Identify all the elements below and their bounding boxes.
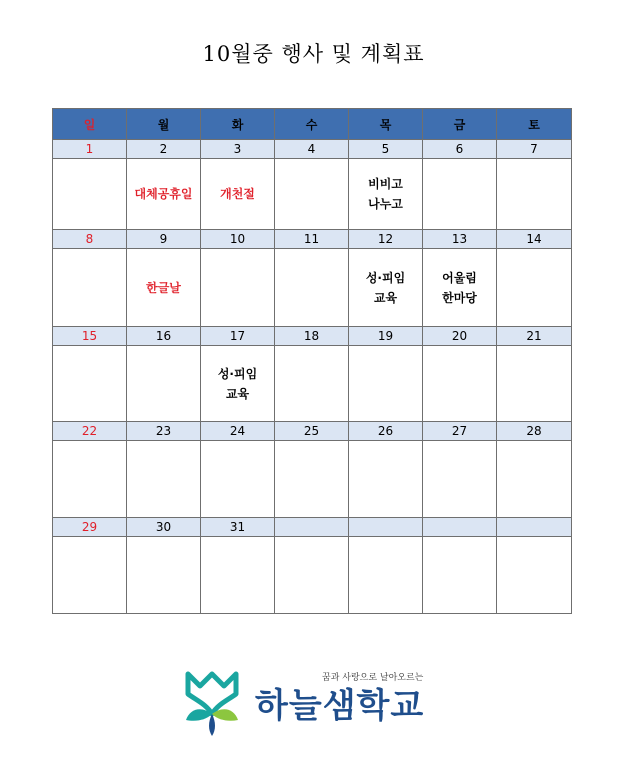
event-cell [53, 441, 127, 518]
event-cell: 성·피임 교육 [349, 249, 423, 327]
weekday-fri: 금 [423, 109, 497, 140]
weekday-thu: 목 [349, 109, 423, 140]
date-cell: 21 [497, 327, 572, 346]
logo-slogan: 꿈과 사랑으로 날아오르는 [322, 673, 424, 683]
title-month: 10 [202, 42, 232, 66]
date-cell: 2 [127, 140, 201, 159]
date-cell: 25 [275, 422, 349, 441]
date-cell: 4 [275, 140, 349, 159]
event-cell: 대체공휴일 [127, 159, 201, 230]
date-cell: 28 [497, 422, 572, 441]
event-cell: 어울림 한마당 [423, 249, 497, 327]
event-cell [127, 537, 201, 614]
event-cell [423, 441, 497, 518]
date-cell: 31 [201, 518, 275, 537]
date-row [53, 518, 572, 537]
date-cell: 10 [201, 230, 275, 249]
date-row [53, 230, 572, 249]
date-row [53, 140, 572, 159]
date-cell: 11 [275, 230, 349, 249]
date-cell: 8 [53, 230, 127, 249]
event-cell [201, 537, 275, 614]
date-cell: 30 [127, 518, 201, 537]
date-cell: 9 [127, 230, 201, 249]
date-row [53, 327, 572, 346]
date-cell: 14 [497, 230, 572, 249]
event-cell [53, 346, 127, 422]
event-cell [497, 159, 572, 230]
event-cell [423, 346, 497, 422]
event-row [53, 249, 572, 327]
weekday-header-row [53, 109, 572, 140]
date-cell [497, 518, 572, 537]
logo-name: 하늘샘학교 [255, 686, 425, 726]
date-cell: 17 [201, 327, 275, 346]
date-cell: 6 [423, 140, 497, 159]
calendar-table [52, 108, 572, 614]
date-cell [275, 518, 349, 537]
date-row [53, 422, 572, 441]
event-cell [53, 537, 127, 614]
event-cell [349, 537, 423, 614]
date-cell: 27 [423, 422, 497, 441]
weekday-wed: 수 [275, 109, 349, 140]
date-cell [423, 518, 497, 537]
date-cell: 26 [349, 422, 423, 441]
title-text: 월중 행사 및 계획표 [231, 42, 425, 66]
date-cell: 20 [423, 327, 497, 346]
event-cell: 개천절 [201, 159, 275, 230]
weekday-tue: 화 [201, 109, 275, 140]
page-title [0, 38, 627, 68]
event-cell [201, 249, 275, 327]
date-cell: 15 [53, 327, 127, 346]
date-cell: 7 [497, 140, 572, 159]
event-row [53, 537, 572, 614]
event-cell [275, 346, 349, 422]
event-row [53, 159, 572, 230]
event-row [53, 441, 572, 518]
event-cell [53, 249, 127, 327]
event-cell [275, 441, 349, 518]
event-cell [497, 249, 572, 327]
event-cell [127, 441, 201, 518]
event-cell [349, 441, 423, 518]
event-cell [201, 441, 275, 518]
date-cell: 16 [127, 327, 201, 346]
event-cell [275, 249, 349, 327]
event-cell [127, 346, 201, 422]
date-cell: 23 [127, 422, 201, 441]
date-cell: 5 [349, 140, 423, 159]
event-cell [497, 346, 572, 422]
event-cell: 한글날 [127, 249, 201, 327]
event-cell [497, 537, 572, 614]
event-row [53, 346, 572, 422]
book-leaf-icon [186, 674, 238, 736]
date-cell: 18 [275, 327, 349, 346]
weekday-mon: 월 [127, 109, 201, 140]
event-cell: 성·피임 교육 [201, 346, 275, 422]
weekday-sat: 토 [497, 109, 572, 140]
event-cell [423, 159, 497, 230]
date-cell: 19 [349, 327, 423, 346]
date-cell: 29 [53, 518, 127, 537]
date-cell: 3 [201, 140, 275, 159]
event-cell [423, 537, 497, 614]
event-cell [275, 159, 349, 230]
event-cell [53, 159, 127, 230]
event-cell [349, 346, 423, 422]
event-cell [497, 441, 572, 518]
date-cell: 13 [423, 230, 497, 249]
date-cell: 12 [349, 230, 423, 249]
date-cell [349, 518, 423, 537]
date-cell: 1 [53, 140, 127, 159]
event-cell [275, 537, 349, 614]
date-cell: 24 [201, 422, 275, 441]
weekday-sun: 일 [53, 109, 127, 140]
date-cell: 22 [53, 422, 127, 441]
event-cell: 비비고 나누고 [349, 159, 423, 230]
